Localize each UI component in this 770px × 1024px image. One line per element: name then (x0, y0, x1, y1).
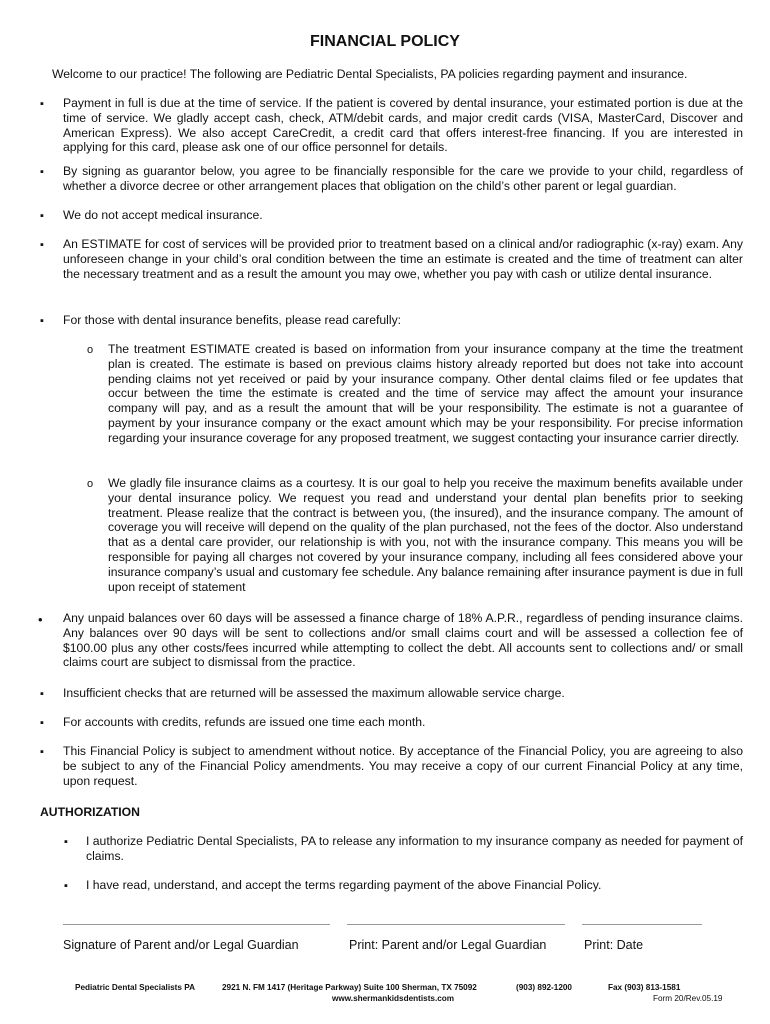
policy-unpaid-balances: Any unpaid balances over 60 days will be assessed a finance charge of 18% A.P.R., regardless of pending insurance claims. Any balances over 90 days will be sent to collections and/or small claims court and will be assessed a collection fee of $100.00 plus any other costs/fees incurred while attempting to collect the debt. All accounts sent to collections and/ or small claims court are subject to dismissal from the practice. (63, 611, 743, 670)
bullet-marker: ▪ (40, 98, 44, 110)
form-revision: Form 20/Rev.05.19 (653, 994, 723, 1003)
policy-refunds: For accounts with credits, refunds are issued one time each month. (63, 715, 426, 729)
footer-fax: Fax (903) 813-1581 (608, 983, 681, 992)
print-date-label: Print: Date (584, 938, 644, 952)
footer-practice: Pediatric Dental Specialists PA (75, 983, 195, 992)
insurance-claims-detail: We gladly file insurance claims as a courtesy. It is our goal to help you receive the maximum benefits available under your dental insurance policy. We request you read and understand your dental plan benefits prior to seeking treatment. Please realize that the contract is between you, (the insured), and the insurance company. The amount of coverage you will receive will depend on the quality of the plan purchased, not the fees of the doctor. Also understand that as a dental care provider, our relationship is with you, not with the insurance company. This means you will be responsible for paying all charges not covered by your insurance company, including all fees considered above your insurance company’s usual and customary fee schedule. Any balance remaining after insurance payment is due in full upon receipt of statement (108, 476, 743, 594)
policy-dental-insurance-heading: For those with dental insurance benefits, please read carefully: (63, 313, 402, 327)
bullet-marker: ▪ (40, 210, 44, 222)
print-date-line[interactable] (582, 924, 702, 925)
bullet-marker: ▪ (40, 688, 44, 700)
bullet-marker: ▪ (40, 746, 44, 758)
footer-address: 2921 N. FM 1417 (Heritage Parkway) Suite 100 Sherman, TX 75092 (222, 983, 477, 992)
page-title: FINANCIAL POLICY (310, 33, 460, 50)
bullet-marker: ▪ (64, 880, 68, 892)
sub-bullet-marker: o (87, 344, 94, 356)
authorization-release: I authorize Pediatric Dental Specialists, PA to release any information to my insurance company as needed for payment of claims. (86, 834, 743, 863)
policy-estimate: An ESTIMATE for cost of services will be provided prior to treatment based on a clinical and/or radiographic (x-ray) exam. Any unforeseen change in your child’s oral condition between the time an estimate is created and the time of treatment can alter the necessary treatment and as a result the amount you may owe, whether you pay with cash or utilize dental insurance. (63, 237, 743, 281)
signature-line[interactable] (63, 924, 330, 925)
bullet-marker: ▪ (40, 239, 44, 251)
print-name-label: Print: Parent and/or Legal Guardian (349, 938, 547, 952)
bullet-dot: • (38, 612, 43, 627)
policy-insufficient-checks: Insufficient checks that are returned will be assessed the maximum allowable service charge. (63, 686, 565, 700)
policy-payment-in-full: Payment in full is due at the time of service. If the patient is covered by dental insurance, your estimated portion is due at the time of service. We gladly accept cash, check, ATM/debit cards, and major credit cards (VISA, MasterCard, Discover and American Express). We also accept CareCredit, a credit card that offers interest-free financing. If you are interested in applying for this card, please ask one of our office personnel for details. (63, 96, 743, 155)
bullet-marker: ▪ (40, 315, 44, 327)
policy-medical-insurance: We do not accept medical insurance. (63, 208, 263, 222)
bullet-marker: ▪ (40, 717, 44, 729)
footer-phone: (903) 892-1200 (516, 983, 572, 992)
bullet-marker: ▪ (64, 836, 68, 848)
authorization-accept: I have read, understand, and accept the terms regarding payment of the above Financial Policy. (86, 878, 602, 892)
footer-website: www.shermankidsdentists.com (332, 994, 455, 1003)
bullet-marker: ▪ (40, 166, 44, 178)
policy-amendment: This Financial Policy is subject to amendment without notice. By acceptance of the Financial Policy, you are agreeing to also be subject to any of the Financial Policy amendments. You may receive a copy of our current Financial Policy at any time, upon request. (63, 744, 743, 788)
signature-label: Signature of Parent and/or Legal Guardian (63, 938, 299, 952)
sub-bullet-marker: o (87, 478, 94, 490)
policy-guarantor: By signing as guarantor below, you agree to be financially responsible for the care we provide to your child, regardless of whether a divorce decree or other arrangement places that obligation on the child’s other parent or legal guardian. (63, 164, 743, 193)
print-name-line[interactable] (347, 924, 565, 925)
intro-text: Welcome to our practice! The following are Pediatric Dental Specialists, PA policies regarding payment and insurance. (52, 67, 688, 81)
authorization-heading: AUTHORIZATION (40, 805, 140, 819)
insurance-estimate-detail: The treatment ESTIMATE created is based on information from your insurance company at the time the treatment plan is created. The estimate is based on previous claims history already reported but does not take into account pending claims not yet received or paid by your insurance company. Other dental claims filed or fee updates that occur between the time the estimate is created and the time of service may affect the amount your insurance company will pay, and as a result the amount that will be your responsibility. The estimate is not a guarantee of payment by your insurance company or the exact amount which may be your responsibility. For precise information regarding your insurance coverage for any proposed treatment, we suggest contacting your insurance carrier directly. (108, 342, 743, 445)
